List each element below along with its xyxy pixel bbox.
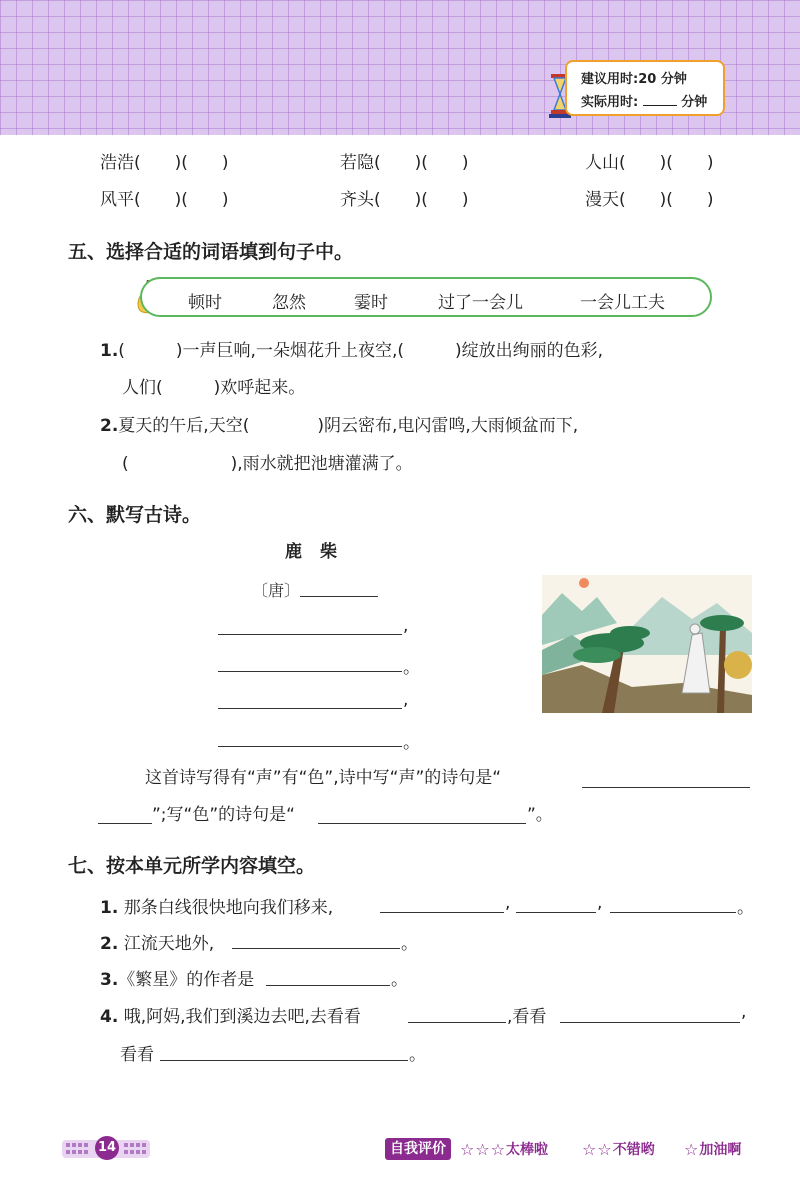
star-icon: ☆ bbox=[684, 1139, 699, 1159]
section6-title: 六、默写古诗。 bbox=[68, 504, 202, 526]
poem-line-2-blank[interactable] bbox=[218, 671, 402, 672]
s7-q3-end: 。 bbox=[391, 970, 408, 990]
self-evaluation-label: 自我评价 bbox=[385, 1138, 451, 1160]
word-option: 忽然 bbox=[272, 293, 306, 313]
s7-q2-end: 。 bbox=[401, 934, 418, 954]
poem-punct-4: 。 bbox=[403, 733, 420, 753]
s5-q2-line2: ( ),雨水就把池塘灌满了。 bbox=[122, 454, 413, 474]
eval-option-great[interactable]: ☆ ☆ ☆ 太棒啦 bbox=[460, 1139, 549, 1159]
word-option: 过了一会儿 bbox=[438, 293, 523, 313]
word-option: 霎时 bbox=[354, 293, 388, 313]
time-box bbox=[565, 60, 725, 116]
s6-question-line1: 这首诗写得有“声”有“色”,诗中写“声”的诗句是“ bbox=[145, 768, 502, 788]
sound-verse-blank[interactable] bbox=[582, 787, 750, 788]
star-icon: ☆ bbox=[582, 1139, 597, 1159]
idiom-3: 人山( )( ) bbox=[585, 153, 714, 173]
s5-q1-line1: 1.( )一声巨响,一朵烟花升上夜空,( )绽放出绚丽的色彩, bbox=[100, 341, 604, 361]
s7-q1-text: 1. 那条白线很快地向我们移来, bbox=[100, 898, 334, 918]
idiom-6: 漫天( )( ) bbox=[585, 190, 714, 210]
color-verse-blank[interactable] bbox=[318, 823, 526, 824]
star-icon: ☆ bbox=[475, 1139, 490, 1159]
poet-name-blank[interactable] bbox=[300, 596, 378, 597]
star-icon: ☆ bbox=[460, 1139, 475, 1159]
s7-q3-text: 3.《繁星》的作者是 bbox=[100, 970, 255, 990]
actual-time-blank[interactable] bbox=[643, 94, 677, 106]
s5-q1-line2: 人们( )欢呼起来。 bbox=[122, 378, 306, 398]
star-icon: ☆ bbox=[597, 1139, 612, 1159]
s7-q1-blank-3[interactable] bbox=[610, 912, 736, 913]
idiom-4: 风平( )( ) bbox=[100, 190, 229, 210]
poem-line-3-blank[interactable] bbox=[218, 708, 402, 709]
poem-punct-1: , bbox=[403, 616, 409, 636]
word-option: 一会儿工夫 bbox=[580, 293, 665, 313]
s7-q3-blank[interactable] bbox=[266, 985, 390, 986]
word-bank bbox=[140, 277, 712, 317]
s7-q1-blank-2[interactable] bbox=[516, 912, 596, 913]
s7-q4-blank-3[interactable] bbox=[160, 1060, 408, 1061]
landscape-painting-image bbox=[542, 575, 752, 713]
suggested-time: 建议用时:20 分钟 bbox=[581, 72, 687, 87]
s7-q4-line2: 看看 bbox=[120, 1045, 154, 1065]
s7-q4-mid-end: , bbox=[741, 1002, 747, 1022]
page-number: 14 bbox=[95, 1136, 119, 1160]
poem-line-4-blank[interactable] bbox=[218, 746, 402, 747]
sound-verse-blank-cont[interactable] bbox=[98, 823, 152, 824]
s7-q2-blank[interactable] bbox=[232, 948, 400, 949]
idiom-1: 浩浩( )( ) bbox=[100, 153, 229, 173]
s7-q4-mid: ,看看 bbox=[507, 1007, 547, 1027]
poem-dynasty: 〔唐〕 bbox=[252, 581, 301, 600]
poem-punct-2: 。 bbox=[403, 658, 420, 678]
s7-q4-text: 4. 哦,阿妈,我们到溪边去吧,去看看 bbox=[100, 1007, 361, 1027]
idiom-2: 若隐( )( ) bbox=[340, 153, 469, 173]
s6-question-line2: ”;写“色”的诗句是“ bbox=[152, 805, 295, 825]
s6-question-end: ”。 bbox=[527, 805, 553, 825]
eval-option-keep-going[interactable]: ☆ 加油啊 bbox=[684, 1139, 742, 1159]
s7-q4-blank-1[interactable] bbox=[408, 1022, 506, 1023]
s5-q2-line1: 2.夏天的午后,天空( )阴云密布,电闪雷鸣,大雨倾盆而下, bbox=[100, 416, 579, 436]
s7-q1-sep1: , bbox=[505, 893, 511, 913]
s7-q1-blank-1[interactable] bbox=[380, 912, 504, 913]
star-icon: ☆ bbox=[490, 1139, 506, 1159]
actual-time: 实际用时: 分钟 bbox=[581, 95, 708, 110]
poem-line-1-blank[interactable] bbox=[218, 634, 402, 635]
s7-q2-text: 2. 江流天地外, bbox=[100, 934, 215, 954]
section7-title: 七、按本单元所学内容填空。 bbox=[68, 855, 316, 877]
s7-q1-sep2: , bbox=[597, 893, 603, 913]
section5-title: 五、选择合适的词语填到句子中。 bbox=[68, 241, 354, 263]
poem-punct-3: , bbox=[403, 690, 409, 710]
s7-q4-blank-2[interactable] bbox=[560, 1022, 740, 1023]
s7-q4-end: 。 bbox=[409, 1045, 426, 1065]
s7-q1-end: 。 bbox=[737, 898, 754, 918]
idiom-5: 齐头( )( ) bbox=[340, 190, 469, 210]
poem-title: 鹿柴 bbox=[285, 542, 355, 562]
word-option: 顿时 bbox=[188, 293, 222, 313]
eval-option-good[interactable]: ☆ ☆ 不错哟 bbox=[582, 1139, 655, 1159]
